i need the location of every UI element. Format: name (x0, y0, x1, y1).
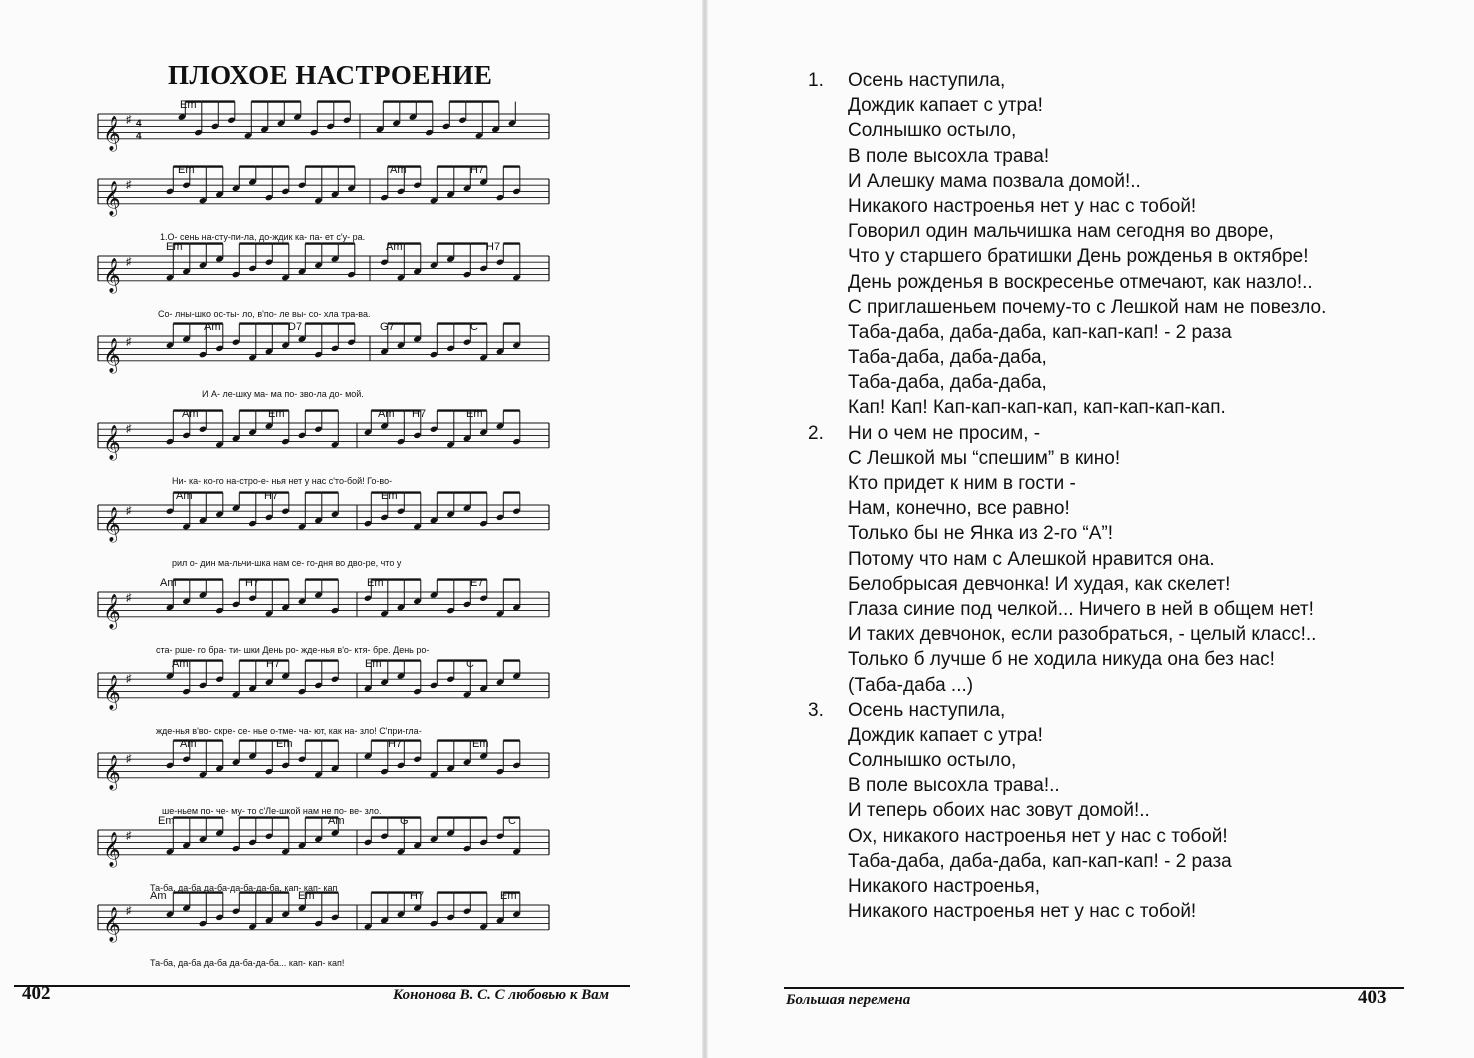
chord-symbol: Em (268, 408, 285, 420)
treble-clef-icon: 𝄞 (103, 832, 121, 866)
treble-clef-icon: 𝄞 (103, 258, 121, 292)
chord-symbol: Em (276, 738, 293, 750)
lyric-text: И таких девчонок, если разобраться, - целый класс!.. (848, 624, 1317, 646)
time-signature: 4 (136, 118, 142, 130)
chord-symbol: Em (178, 164, 195, 176)
treble-clef-icon: 𝄞 (103, 507, 121, 541)
lyric-text: В поле высохла трава!.. (848, 775, 1060, 797)
lyric-line (808, 219, 1326, 244)
sharp-icon: ♯ (126, 673, 132, 686)
chord-symbol: Am (180, 738, 197, 750)
lyric-text: И теперь обоих нас зовут домой!.. (848, 800, 1150, 822)
lyric-text: Никакого настроенья, (848, 876, 1041, 897)
lyric-line (808, 899, 1326, 924)
treble-clef-icon: 𝄞 (103, 755, 121, 789)
lyric-text: Белобрысая девчонка! И худая, как скелет! (848, 573, 1231, 595)
staff-lyric: Со- лны-шко ос-ты- ло, в'по- ле вы- со- хла тра-ва. (158, 308, 371, 319)
lyric-line (808, 421, 1326, 446)
footer-book-title: Большая перемена (786, 992, 911, 1008)
lyric-text: Таба-даба, даба-даба, (848, 372, 1047, 394)
sharp-icon: ♯ (126, 423, 132, 436)
lyric-text: (Таба-даба ...) (848, 674, 974, 696)
lyric-line (808, 521, 1326, 546)
footer-author: Кононова В. С. С любовью к Вам (393, 987, 609, 1003)
footer-rule-right (784, 987, 1404, 989)
lyric-text: Что у старшего братишки День рожденья в октябре! (848, 246, 1309, 268)
sharp-icon: ♯ (126, 830, 132, 843)
song-lyrics (808, 68, 1326, 924)
chord-symbol: Em (158, 815, 175, 827)
chord-symbol: Am (390, 164, 407, 176)
lyric-line (808, 244, 1326, 269)
lyric-text: Потому что нам с Алешкой нравится она. (848, 548, 1215, 570)
staff-lyric: рил о- дин ма-льчи-шка нам се- го-дня во дво-ре, что у (172, 557, 402, 568)
chord-symbol: Am (150, 890, 167, 902)
verse-number: 2. (808, 422, 824, 444)
time-signature: 4 (136, 130, 142, 142)
lyric-line (808, 547, 1326, 572)
lyric-text: С Лешкой мы “спешим” в кино! (848, 447, 1121, 469)
lyric-line (808, 698, 1326, 723)
chord-symbol: Em (466, 408, 483, 420)
lyric-text: Говорил один мальчишка нам сегодня во дворе, (848, 221, 1274, 243)
lyric-line (808, 144, 1326, 169)
lyric-line (808, 773, 1326, 798)
lyric-line (808, 270, 1326, 295)
lyric-line (808, 748, 1326, 773)
staff-lyric: Та-ба, да-ба да-ба-да-ба-да-ба, кап- кап- кап (150, 882, 338, 893)
chord-symbol: H7 (412, 408, 427, 420)
lyric-text: Таба-даба, даба-даба, кап-кап-кап! - 2 раза (848, 321, 1232, 343)
lyric-text: Дождик капает с утра! (848, 95, 1043, 117)
lyric-text: Нам, конечно, все равно! (848, 498, 1070, 520)
lyric-line (808, 395, 1326, 420)
lyric-line (808, 572, 1326, 597)
sharp-icon: ♯ (126, 179, 132, 192)
lyric-text: Солнышко остыло, (848, 120, 1017, 142)
lyric-line (808, 622, 1326, 647)
verse-number: 1. (808, 70, 824, 91)
chord-symbol: D7 (288, 321, 303, 333)
lyric-line (808, 295, 1326, 320)
lyric-text: Никакого настроенья нет у нас с тобой! (848, 901, 1197, 923)
chord-symbol: Em (367, 577, 384, 589)
lyric-text: Кап! Кап! Кап-кап-кап-кап, кап-кап-кап-кап. (848, 397, 1226, 419)
treble-clef-icon: 𝄞 (103, 425, 121, 459)
lyric-text: Ни о чем не просим, - (848, 422, 1041, 444)
chord-symbol: Em (365, 658, 382, 670)
staff-lyric: ста- рше- го бра- ти- шки День ро- жде-нья в'о- ктя- бре. День ро- (156, 644, 430, 655)
lyric-text: Только бы не Янка из 2-го “А”! (848, 523, 1114, 545)
lyric-line (808, 673, 1326, 698)
chord-symbol: H7 (410, 890, 425, 902)
lyric-text: С приглашеньем почему-то с Лешкой нам не повезло. (848, 296, 1327, 318)
chord-symbol: C (508, 815, 516, 827)
chord-symbol: H7 (486, 241, 501, 253)
sharp-icon: ♯ (126, 256, 132, 269)
lyric-line (808, 345, 1326, 370)
lyric-line (808, 849, 1326, 874)
lyric-text: Осень наступила, (848, 70, 1006, 91)
staff-lyric: жде-нья в'во- скре- се- нье о-тме- ча- ют, как на- зло! С'при-гла- (156, 725, 422, 736)
lyric-text: Глаза синие под челкой... Ничего в ней в общем нет! (848, 598, 1314, 620)
lyric-text: Никакого настроенья нет у нас с тобой! (848, 195, 1197, 217)
lyric-text: Кто придет к ним в гости - (848, 473, 1076, 494)
chord-symbol: Em (500, 890, 517, 902)
lyric-text: Таба-даба, даба-даба, кап-кап-кап! - 2 раза (848, 850, 1232, 872)
lyric-line (808, 118, 1326, 143)
lyric-text: В поле высохла трава! (848, 145, 1050, 167)
chord-symbol: H7 (470, 164, 485, 176)
lyric-text: И Алешку мама позвала домой!.. (848, 170, 1141, 192)
lyric-text: Ох, никакого настроенья нет у нас с тобой! (848, 825, 1228, 847)
chord-symbol: Am (328, 815, 345, 827)
sharp-icon: ♯ (126, 336, 132, 349)
lyric-line (808, 723, 1326, 748)
lyric-line (808, 597, 1326, 622)
chord-symbol: Em (298, 890, 315, 902)
song-title: ПЛОХОЕ НАСТРОЕНИЕ (168, 60, 493, 90)
chord-symbol: Am (176, 490, 193, 502)
sharp-icon: ♯ (126, 592, 132, 605)
lyric-line (808, 93, 1326, 118)
verse-number: 3. (808, 699, 824, 721)
lyric-text: Осень наступила, (848, 699, 1006, 721)
chord-symbol: H7 (388, 738, 403, 750)
page-number-left: 402 (22, 983, 51, 1004)
staff-lyric: Ни- ка- ко-го на-стро-е- нья нет у нас с'то-бой! Го-во- (172, 475, 393, 486)
chord-symbol: Em (472, 738, 489, 750)
sharp-icon: ♯ (126, 905, 132, 918)
chord-symbol: Am (160, 577, 177, 589)
chord-symbol: H7 (266, 658, 281, 670)
page-number-right: 403 (1358, 987, 1387, 1008)
sheet-music (0, 0, 708, 980)
lyric-line (808, 798, 1326, 823)
lyric-text: День рожденья в воскресенье отмечают, как назло!.. (848, 271, 1313, 293)
treble-clef-icon: 𝄞 (103, 181, 121, 215)
lyric-line (808, 194, 1326, 219)
treble-clef-icon: 𝄞 (103, 675, 121, 709)
chord-symbol: Em (166, 241, 183, 253)
chord-symbol: C (470, 321, 478, 333)
treble-clef-icon: 𝄞 (103, 907, 121, 941)
staff-lyric: ше-ньем по- че- му- то с'Ле-шкой нам не по- ве- зло. (162, 805, 382, 816)
staff-lyric: 1.О- сень на-сту-пи-ла, до-ждик ка- па- ет с'у- ра. (160, 231, 366, 242)
lyric-line (808, 496, 1326, 521)
staff-lyric: Та-ба, да-ба да-ба да-ба-да-ба... кап- кап- кап! (150, 957, 345, 968)
lyric-text: Дождик капает с утра! (848, 724, 1043, 746)
lyric-line (808, 874, 1326, 899)
sharp-icon: ♯ (126, 114, 132, 127)
chord-symbol: G (400, 815, 409, 827)
lyric-line (808, 169, 1326, 194)
lyric-line (808, 471, 1326, 496)
lyric-line (808, 824, 1326, 849)
lyric-text: Солнышко остыло, (848, 750, 1017, 772)
treble-clef-icon: 𝄞 (103, 338, 121, 372)
chord-symbol: Em (180, 99, 197, 111)
lyric-line (808, 68, 1326, 93)
chord-symbol: E7 (470, 577, 484, 589)
lyric-line (808, 320, 1326, 345)
chord-symbol: G7 (380, 321, 395, 333)
staff-lyric: И А- ле-шку ма- ма по- зво-ла до- мой. (202, 388, 364, 399)
chord-symbol: Am (172, 658, 189, 670)
lyric-line (808, 446, 1326, 471)
chord-symbol: Am (386, 241, 403, 253)
treble-clef-icon: 𝄞 (103, 594, 121, 628)
chord-symbol: H7 (245, 577, 260, 589)
chord-symbol: Em (381, 490, 398, 502)
chord-symbol: Am (204, 321, 221, 333)
chord-symbol: Am (378, 408, 395, 420)
lyric-text: Только б лучше б не ходила никуда она без нас! (848, 649, 1275, 671)
sharp-icon: ♯ (126, 753, 132, 766)
sharp-icon: ♯ (126, 505, 132, 518)
lyric-text: Таба-даба, даба-даба, (848, 347, 1047, 369)
chord-symbol: Am (182, 408, 199, 420)
lyric-line (808, 647, 1326, 672)
lyric-line (808, 370, 1326, 395)
chord-symbol: C (466, 658, 474, 670)
chord-symbol: H7 (264, 490, 279, 502)
treble-clef-icon: 𝄞 (103, 116, 121, 150)
